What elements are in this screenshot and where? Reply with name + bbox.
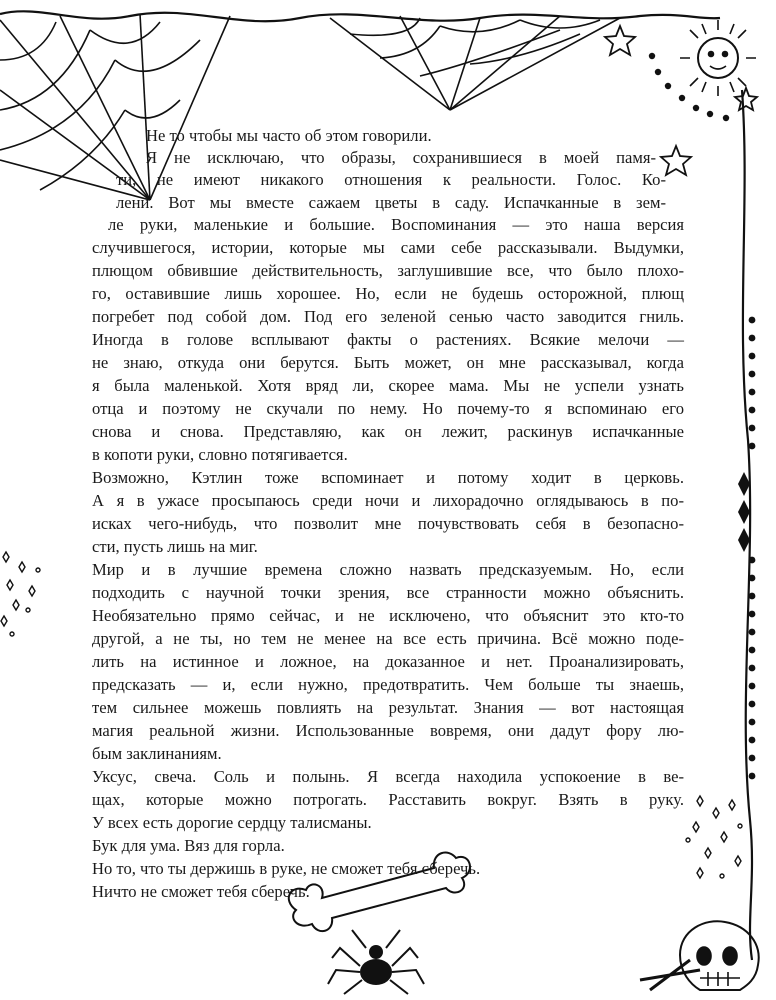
star-top [605, 26, 635, 55]
top-border-line [0, 11, 720, 21]
right-border-line [742, 90, 752, 960]
text-line: щах, которые можно потрогать. Расставить вокруг. Взять в руку. [92, 790, 684, 809]
text-line: подходить с научной точки зрения, все странности можно объяснить. [92, 583, 684, 602]
text-line: Не то чтобы мы часто об этом говорили. [146, 126, 432, 145]
text-line: Необязательно прямо сейчас, и не исключено, что объяснит это кто-то [92, 606, 684, 625]
text-line: сти, пусть лишь на миг. [92, 537, 258, 556]
text-line: Я не исключаю, что образы, сохранившиеся в моей памя- [146, 148, 656, 167]
sparkles-right [686, 796, 742, 878]
text-line: исках чего-нибудь, что позволит мне почувствовать себя в безопасно- [92, 514, 684, 533]
skull-drawing [640, 921, 759, 990]
spider-drawing [328, 930, 424, 994]
sparkles-left [1, 552, 40, 636]
text-line: магия реальной жизни. Использованные вовремя, они дадут фору лю- [92, 721, 684, 740]
text-line: Возможно, Кэтлин тоже вспоминает и потому ходит в церковь. [92, 468, 684, 487]
star-right [735, 88, 757, 110]
text-line: Иногда в голове всплывают факты о растениях. Всякие мелочи — [92, 330, 684, 349]
text-line: го, оставившие лишь хорошее. Но, если не будешь осторожной, плющ [92, 284, 684, 303]
text-line: ле руки, маленькие и большие. Воспоминания — это наша версия [108, 215, 684, 234]
text-line: предсказать — и, если нужно, предотвратить. Чем больше ты знаешь, [92, 675, 684, 694]
text-line: другой, а не ты, но тем не менее на все есть причина. Всё можно поде- [92, 629, 684, 648]
text-line: Мир и в лучшие времена сложно назвать предсказуемым. Но, если [92, 560, 684, 579]
text-line: ти, не имеют никакого отношения к реальности. Голос. Ко- [116, 170, 666, 189]
text-line: А я в ужасе просыпаюсь среди ночи и лихорадочно оглядываюсь в по- [92, 491, 684, 510]
text-line: лить на истинное и ложное, на доказанное и нет. Проанализировать, [92, 652, 684, 671]
text-line: бым заклинаниям. [92, 744, 222, 763]
text-line: отца и поэтому не скучали по нему. Но почему-то я вспоминаю его [92, 399, 684, 418]
text-line: я была маленькой. Хотя вряд ли, скорее мама. Мы не успели узнать [92, 376, 684, 395]
text-line: погребет под собой дом. Под его зеленой сенью часто заводится гниль. [92, 307, 684, 326]
sun-face-drawing [680, 20, 756, 96]
text-line: не знаю, откуда они берутся. Быть может, он мне рассказывал, когда [92, 353, 684, 372]
text-line: Уксус, свеча. Соль и полынь. Я всегда находила успокоение в ве- [92, 767, 684, 786]
text-line: снова и снова. Представляю, как он лежит, раскинув испачканные [92, 422, 684, 441]
text-line: в копоти руки, словно потягивается. [92, 445, 348, 464]
text-line: У всех есть дорогие сердцу талисманы. [92, 813, 372, 832]
text-line: плющом обвившие действительность, заглушившие все, что было плохо- [92, 261, 684, 280]
text-line: Но то, что ты держишь в руке, не сможет тебя сберечь. [92, 859, 481, 878]
text-line: случившегося, истории, которые мы сами себе рассказывали. Выдумки, [92, 238, 684, 257]
text-line: лени. Вот мы вместе сажаем цветы в саду. Испачканные в зем- [116, 193, 666, 212]
text-line: Ничто не сможет тебя сберечь. [92, 882, 310, 901]
text-line: тем сильнее можешь повлиять на результат. Знания — вот настоящая [92, 698, 684, 717]
sparkle-diamonds-right [738, 472, 750, 552]
text-line: Бук для ума. Вяз для горла. [92, 836, 285, 855]
spider-web-top-center [330, 16, 620, 110]
